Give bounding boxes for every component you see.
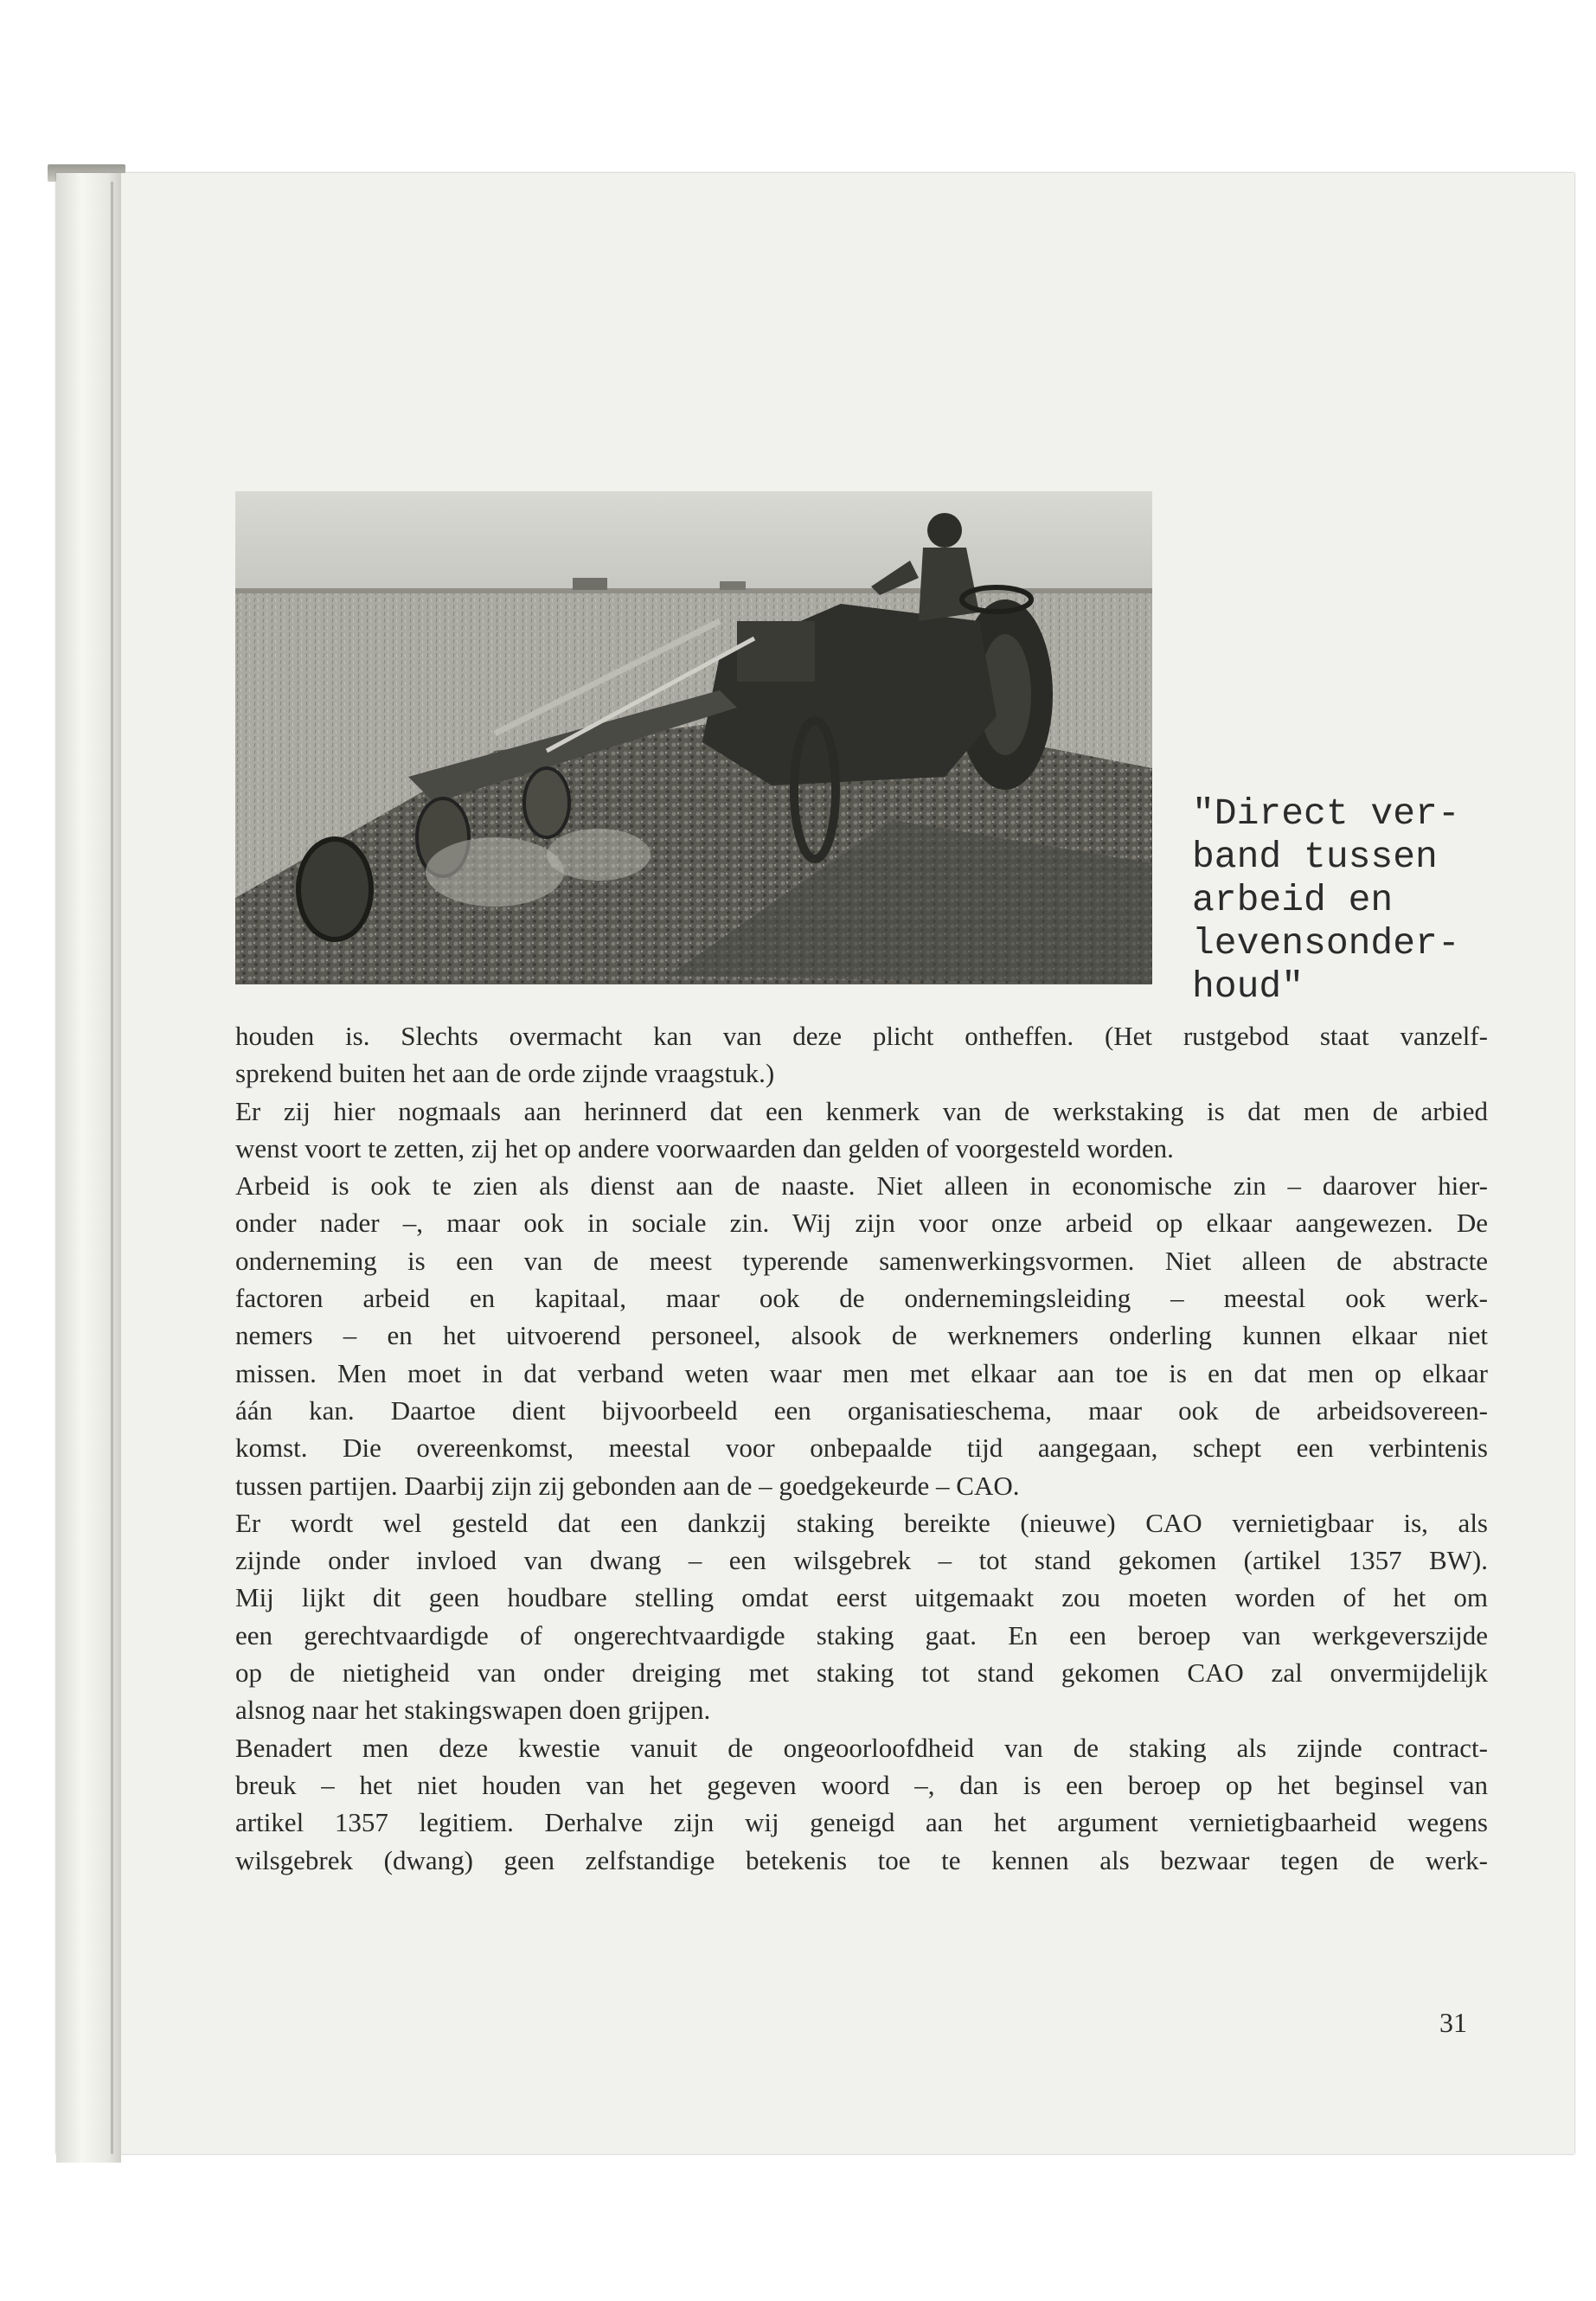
text-line: áán kan. Daartoe dient bijvoorbeeld een organisatieschema, maar ook de arbeidsovereen- [235,1394,1488,1426]
text-line: breuk – het niet houden van het gegeven woord –, dan is een beroep op het beginsel van [235,1769,1488,1800]
caption-line: levensonder- [1192,922,1460,965]
text-line: komst. Die overeenkomst, meestal voor onbepaalde tijd aangegaan, schept een verbintenis [235,1433,1488,1464]
text-line: onderneming is een van de meest typerende samenwerkingsvormen. Niet alleen de abstracte [235,1245,1488,1276]
paragraph [235,1093,1488,1168]
caption-line: band tussen [1192,836,1438,878]
photo-caption [1192,792,1486,1009]
text-line: nemers – en het uitvoerend personeel, alsook de werknemers onderling kunnen elkaar niet [235,1320,1488,1351]
tractor-plough-photo [235,491,1152,984]
caption-line: arbeid en [1192,879,1394,921]
text-line: sprekend buiten het aan de orde zijnde vraagstuk.) [235,1058,775,1089]
paragraph [235,1729,1488,1879]
text-line: Er wordt wel gesteld dat een dankzij staking bereikte (nieuwe) CAO vernietigbaar is, als [235,1507,1488,1538]
text-line: alsnog naar het stakingswapen doen grijpen. [235,1695,711,1726]
body-text [235,1017,1488,1879]
tractor-plough-photo-icon [235,491,1152,984]
text-line: tussen partijen. Daarbij zijn zij gebonden aan de – goedgekeurde – CAO. [235,1470,1020,1501]
text-line: op de nietigheid van onder dreiging met staking tot stand gekomen CAO zal onvermijdelijk [235,1657,1488,1689]
text-line: houden is. Slechts overmacht kan van deze plicht ontheffen. (Het rustgebod staat vanzelf- [235,1021,1488,1051]
text-line: onder nader –, maar ook in sociale zin. Wij zijn voor onze arbeid op elkaar aangewezen. De [235,1208,1488,1239]
text-line: wenst voort te zetten, zij het op andere voorwaarden dan gelden of voorgesteld worden. [235,1132,1174,1163]
spine-fold-line [111,182,113,2154]
text-line: artikel 1357 legitiem. Derhalve zijn wij geneigd aan het argument vernietigbaarheid wegens [235,1807,1488,1838]
paragraph [235,1504,1488,1729]
caption-line: houd" [1192,965,1304,1008]
text-line: Er zij hier nogmaals aan herinnerd dat een kenmerk van de werkstaking is dat men de arbied [235,1095,1488,1126]
text-line: factoren arbeid en kapitaal, maar ook de ondernemingsleiding – meestal ook werk- [235,1283,1488,1314]
paragraph [235,1017,1488,1093]
text-line: Mij lijkt dit geen houdbare stelling omdat eerst uitgemaakt zou moeten worden of het om [235,1582,1488,1613]
text-line: een gerechtvaardigde of ongerechtvaardigde staking gaat. En een beroep van werkgeverszijde [235,1619,1488,1650]
text-line: zijnde onder invloed van dwang – een wilsgebrek – tot stand gekomen (artikel 1357 BW). [235,1545,1488,1576]
caption-line: "Direct ver- [1192,792,1460,835]
text-line: missen. Men moet in dat verband weten waar men met elkaar aan toe is en dat men op elkaar [235,1357,1488,1388]
text-line: Arbeid is ook te zien als dienst aan de naaste. Niet alleen in economische zin – daarover hier- [235,1170,1488,1202]
text-line: Benadert men deze kwestie vanuit de ongeoorloofdheid van de staking als zijnde contract- [235,1732,1488,1763]
page-number: 31 [1439,2007,1467,2038]
paragraph [235,1167,1488,1504]
text-line: wilsgebrek (dwang) geen zelfstandige betekenis toe te kennen als bezwaar tegen de werk- [235,1844,1488,1875]
